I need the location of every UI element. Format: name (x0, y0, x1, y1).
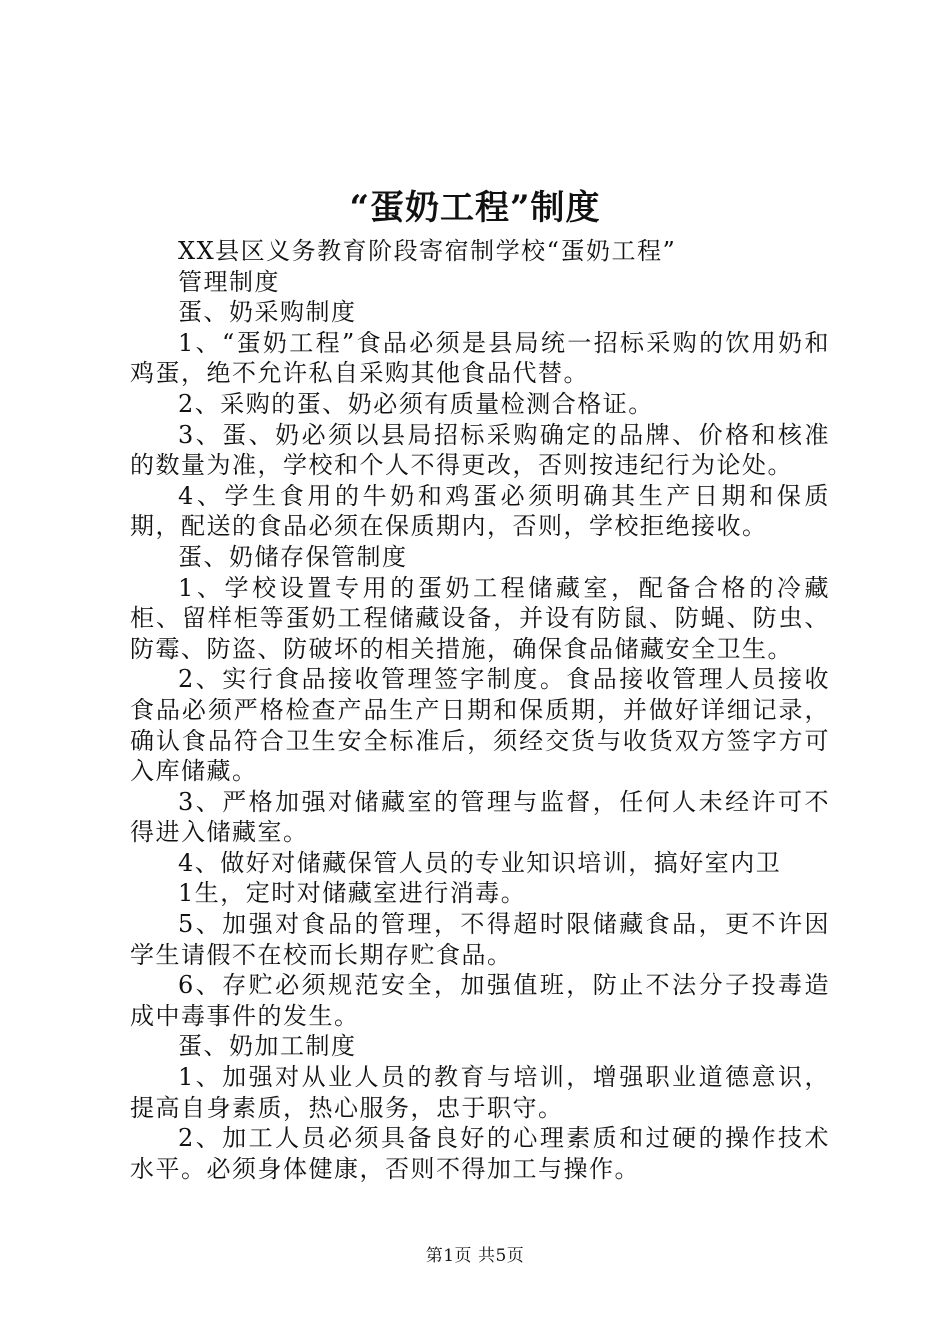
paragraph: 6、存贮必须规范安全，加强值班，防止不法分子投毒造成中毒事件的发生。 (130, 971, 830, 1030)
document-body (130, 236, 830, 1184)
document-title: “蛋奶工程”制度 (349, 188, 601, 228)
page-footer: 第1页 共5页 (425, 1246, 525, 1266)
paragraph: 3、严格加强对储藏室的管理与监督，任何人未经许可不得进入储藏室。 (130, 787, 830, 847)
paragraph: 1、学校设置专用的蛋奶工程储藏室，配备合格的冷藏柜、留样柜等蛋奶工程储藏设备，并设有防鼠、防蝇、防虫、防霉、防盗、防破坏的相关措施，确保食品储藏安全卫生。 (130, 573, 830, 663)
paragraph: 5、加强对食品的管理，不得超时限储藏食品，更不许因学生请假不在校而长期存贮食品。 (130, 910, 830, 969)
paragraph: 1生，定时对储藏室进行消毒。 (178, 879, 527, 908)
paragraph: 2、采购的蛋、奶必须有质量检测合格证。 (178, 389, 654, 418)
paragraph: 4、做好对储藏保管人员的专业知识培训，搞好室内卫 (178, 848, 782, 877)
paragraph: 2、实行食品接收管理签字制度。食品接收管理人员接收食品必须严格检查产品生产日期和保质期，并做好详细记录，确认食品符合卫生安全标准后，须经交货与收货双方签字方可入库储藏。 (130, 665, 830, 786)
paragraph: 1、加强对从业人员的教育与培训，增强职业道德意识，提高自身素质，热心服务，忠于职守。 (130, 1063, 830, 1122)
section-heading: 蛋、奶加工制度 (178, 1032, 357, 1061)
section-heading: 蛋、奶采购制度 (178, 298, 357, 327)
paragraph: 管理制度 (178, 267, 280, 296)
paragraph: 1、“蛋奶工程”食品必须是县局统一招标采购的饮用奶和鸡蛋，绝不允许私自采购其他食品代替。 (130, 328, 830, 388)
paragraph: 3、蛋、奶必须以县局招标采购确定的品牌、价格和核准的数量为准，学校和个人不得更改，否则按违纪行为论处。 (130, 420, 830, 480)
paragraph: 4、学生食用的牛奶和鸡蛋必须明确其生产日期和保质期，配送的食品必须在保质期内，否则，学校拒绝接收。 (130, 481, 830, 541)
paragraph: XX县区义务教育阶段寄宿制学校“蛋奶工程” (178, 237, 677, 265)
paragraph: 2、加工人员必须具备良好的心理素质和过硬的操作技术水平。必须身体健康，否则不得加工与操作。 (130, 1124, 830, 1183)
section-heading: 蛋、奶储存保管制度 (178, 542, 408, 571)
